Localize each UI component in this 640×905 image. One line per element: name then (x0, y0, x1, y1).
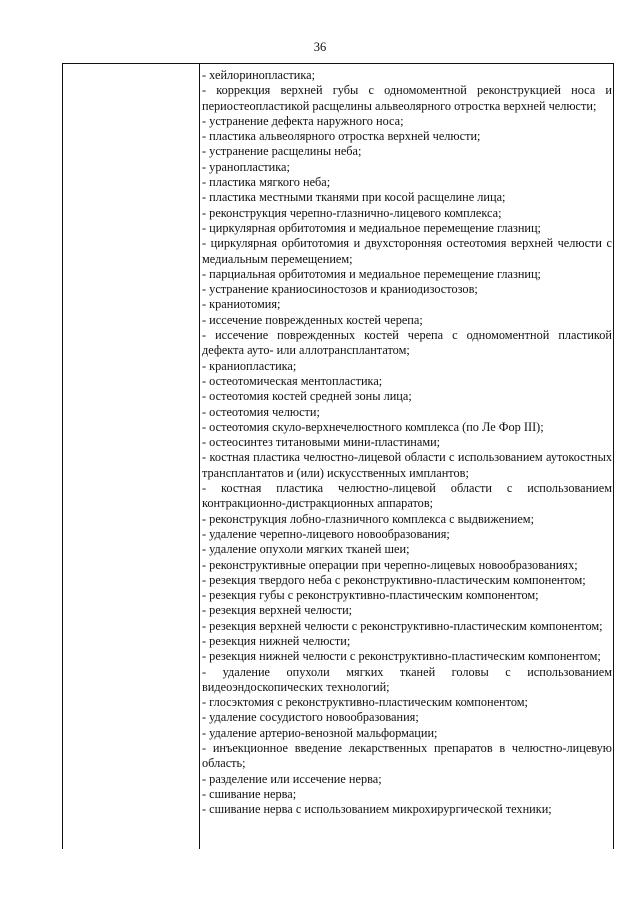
procedure-item: - резекция твердого неба с реконструктивно-пластическим компонентом; (202, 572, 586, 587)
procedure-item: - остеосинтез титановыми мини-пластинами; (202, 435, 441, 450)
procedure-item: - сшивание нерва; (202, 786, 297, 801)
procedure-item: - сшивание нерва с использованием микрохирургической техники; (202, 802, 552, 817)
procedure-item: - резекция нижней челюсти; (202, 633, 351, 648)
procedure-item: - удаление опухоли мягких тканей шеи; (202, 542, 410, 557)
procedure-item: - удаление сосудистого новообразования; (202, 710, 419, 725)
procedure-item: - костная пластика челюстно-лицевой области с использованием контракционно-дистракционных аппаратов; (202, 481, 612, 511)
procedure-item: - глосэктомия с реконструктивно-пластическим компонентом; (202, 695, 528, 710)
procedure-item: - краниопластика; (202, 358, 297, 373)
procedure-item: - удаление артерио-венозной мальформации; (202, 725, 438, 740)
procedure-item: - резекция нижней челюсти с реконструктивно-пластическим компонентом; (202, 649, 601, 664)
procedure-list (202, 68, 612, 818)
procedures-table (62, 63, 614, 849)
procedure-item: - коррекция верхней губы с одномоментной реконструкцией носа и периостеопластикой расщелины альвеолярного отростка верхней челюсти; (202, 83, 612, 113)
procedure-item: - остеотомия челюсти; (202, 404, 320, 419)
procedure-item: - резекция губы с реконструктивно-пластическим компонентом; (202, 588, 539, 603)
procedure-item: - удаление опухоли мягких тканей головы с использованием видеоэндоскопических технологий; (202, 664, 612, 694)
procedure-item: - разделение или иссечение нерва; (202, 771, 382, 786)
procedure-item: - циркулярная орбитотомия и медиальное перемещение глазниц; (202, 220, 541, 235)
procedure-item: - иссечение поврежденных костей черепа; (202, 312, 423, 327)
procedure-item: - пластика альвеолярного отростка верхней челюсти; (202, 129, 481, 144)
page-number: 36 (313, 40, 327, 54)
procedure-item: - резекция верхней челюсти с реконструктивно-пластическим компонентом; (202, 618, 603, 633)
procedure-item: - пластика мягкого неба; (202, 175, 331, 190)
procedure-item: - резекция верхней челюсти; (202, 603, 353, 618)
procedure-item: - хейлоринопластика; (202, 68, 316, 82)
procedure-item: - инъекционное введение лекарственных препаратов в челюстно-лицевую область; (202, 741, 612, 771)
procedure-item: - уранопластика; (202, 159, 290, 174)
procedure-item: - краниотомия; (202, 297, 281, 312)
procedure-item: - пластика местными тканями при косой расщелине лица; (202, 190, 506, 205)
procedure-item: - остеотомическая ментопластика; (202, 373, 383, 388)
procedure-item: - устранение краниосиностозов и краниодизостозов; (202, 282, 478, 297)
procedure-item: - циркулярная орбитотомия и двухсторонняя остеотомия верхней челюсти с медиальным перемещением; (202, 236, 612, 266)
procedure-item: - парциальная орбитотомия и медиальное перемещение глазниц; (202, 266, 541, 281)
procedure-item: - костная пластика челюстно-лицевой области с использованием аутокостных трансплантатов и (или) искусственных имплантов; (202, 450, 612, 480)
procedure-item: - остеотомия скуло-верхнечелюстного комплекса (по Ле Фор III); (202, 419, 544, 434)
procedure-item: - остеотомия костей средней зоны лица; (202, 389, 412, 404)
procedure-item: - реконструкция черепно-глазнично-лицевого комплекса; (202, 205, 502, 220)
procedure-item: - устранение расщелины неба; (202, 144, 362, 159)
procedure-item: - устранение дефекта наружного носа; (202, 113, 404, 128)
procedure-item: - реконструктивные операции при черепно-лицевых новообразованиях; (202, 557, 578, 572)
procedure-item: - реконструкция лобно-глазничного комплекса с выдвижением; (202, 511, 534, 526)
procedure-item: - удаление черепно-лицевого новообразования; (202, 526, 450, 541)
procedure-item: - иссечение поврежденных костей черепа с одномоментной пластикой дефекта ауто- или аллотрансплантатом; (202, 328, 612, 358)
column-divider (199, 64, 200, 849)
